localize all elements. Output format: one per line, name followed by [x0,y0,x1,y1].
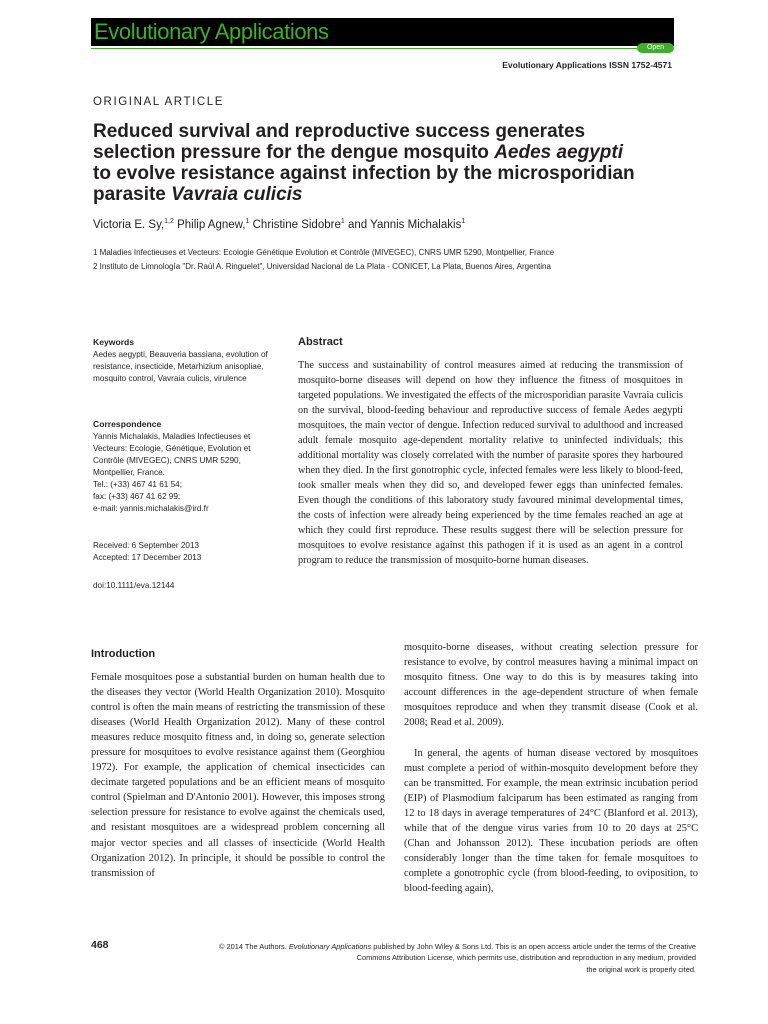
header-rule [91,48,637,49]
introduction-heading: Introduction [91,648,156,660]
author: Christine Sidobre [252,218,341,231]
intro-column-2a: mosquito-borne diseases, without creating selection pressure for resistance to evolve, by control measures having a minimal impact on mosquito fitness. One way to do this is by measures taking into account differences in the age-dependent structure of when female mosquitoes reproduce and when they transmit disease (Cook et al. 2008; Read et al. 2009). [404,642,698,729]
author: Victoria E. Sy, [93,218,165,231]
affiliation-1: 1 Maladies Infectieuses et Vecteurs: Ecologie Génétique Evolution et Contrôle (MIVEGEC), CNRS UMR 5290, Montpellier, France [93,248,555,257]
issn-line: Evolutionary Applications ISSN 1752-4571 [502,60,672,70]
doi: doi:10.1111/eva.12144 [93,581,175,590]
intro-column-2b: In general, the agents of human disease vectored by mosquitoes must complete a period of within-mosquito development before they can be transmitted. For example, the mean extrinsic incubation period (EIP) of Plasmodium falciparum has been estimated as ranging from 12 to 18 days in average temperatures of 24°C (Blanford et al. 2013), while that of the dengue virus varies from 10 to 20 days at 25°C (Chan and Johansson 2012). These incubation periods are often considerably longer than the time taken for female mosquitoes to complete a gonotrophic cycle (from blood-feeding, to oviposition, to blood-feeding again), [404,748,698,895]
author-list: Victoria E. Sy,$^{1,2}$ Philip Agnew,$^1$ Christine Sidobre$^1$ and Yannis Michalakis$^1$ [93,218,466,231]
correspondence-block: Correspondence Yannis Michalakis, Maladies Infectieuses et Vecteurs: Ecologie, Génétique, Evolution et Contrôle (MIVEGEC), CNRS UMR 5290, Montpellier, France. Tel.: (+33) 467 41 61 54; fax: (+33) 467 41 62 99; e-mail: yannis.michalakis@ird.fr [93,419,251,513]
dates-block [93,540,283,564]
license-footer: © 2014 The Authors. Evolutionary Applications published by John Wiley & Sons Ltd. This is an open access article under the terms of the Creative Commons Attribution License, which permits use, distribution and reproduction in any medium, provided the original work is properly cited. [219,942,696,974]
keywords-heading: Keywords [93,337,135,347]
article-type: ORIGINAL ARTICLE [93,96,225,108]
page-number: 468 [91,939,109,951]
open-access-badge: Open Access [637,43,674,53]
journal-banner [91,18,674,46]
abstract-text: The success and sustainability of control measures aimed at reducing the transmission of mosquito-borne diseases will depend on how they influence the fitness of mosquitoes in targeted populations. We investigated the effects of the microsporidian parasite Vavraia culicis on the survival, blood-feeding behaviour and reproductive success of female Aedes aegypti mosquitoes, the main vector of dengue. Infection reduced survival to adulthood and increased adult female mosquito age-dependent mortality relative to uninfected individuals; this additional mortality was closely correlated with the number of parasite spores they harboured when they died. In the first gonotrophic cycle, infected females were less likely to blood-feed, took smaller meals when they did so, and developed fewer eggs than uninfected females. Even though the conditions of this laboratory study favoured minimal developmental times, the costs of infection were already being experienced by the time females reached an age at which they could first reproduce. These results suggest there will be selection pressure for mosquitoes to evolve resistance against this pathogen if it is used as an agent in a control program to reduce the transmission of mosquito-borne human diseases. [298,360,683,566]
journal-name: Evolutionary Applications [94,19,329,44]
keywords-block [93,336,283,385]
author: Philip Agnew, [177,218,246,231]
correspondence-heading: Correspondence [93,419,162,429]
affiliation-2: 2 Instituto de Limnología "Dr. Raúl A. Ringuelet", Universidad Nacional de La Plata - CONICET, La Plata, Buenos Aires, Argentina [93,262,551,271]
article-title: Reduced survival and reproductive success generates selection pressure for the dengue mosquito Aedes aegypti to evolve resistance against infection by the microsporidian parasite Vavraia culicis [93,121,635,205]
intro-column-1: Female mosquitoes pose a substantial burden on human health due to the diseases they vector (World Health Organization 2010). Mosquito control is often the main means of restricting the transmission of these diseases (World Health Organization 2012). Many of these control measures reduce mosquito fitness and, in doing so, generate selection pressure for mosquitoes to evolve resistance against them (Georghiou 1972). For example, the application of chemical insecticides can decimate targeted populations and be an efficient means of mosquito control (Spielman and D'Antonio 2001). However, this imposes strong selection pressure for resistance to evolve against the chemicals used, and resistant mosquitoes are a widespread problem concerning all major vector species and all classes of insecticide (World Health Organization 2012). In principle, it should be possible to control the transmission of [91,672,385,879]
abstract-heading: Abstract [298,336,343,348]
author: and Yannis Michalakis [347,218,462,231]
accepted-date: Accepted: 17 December 2013 [93,553,202,562]
keywords: Aedes aegypti, Beauveria bassiana, evolution of resistance, insecticide, Metarhizium anisopliae, mosquito control, Vavraia culicis, virulence [93,350,268,383]
received-date: Received: 6 September 2013 [93,541,200,550]
